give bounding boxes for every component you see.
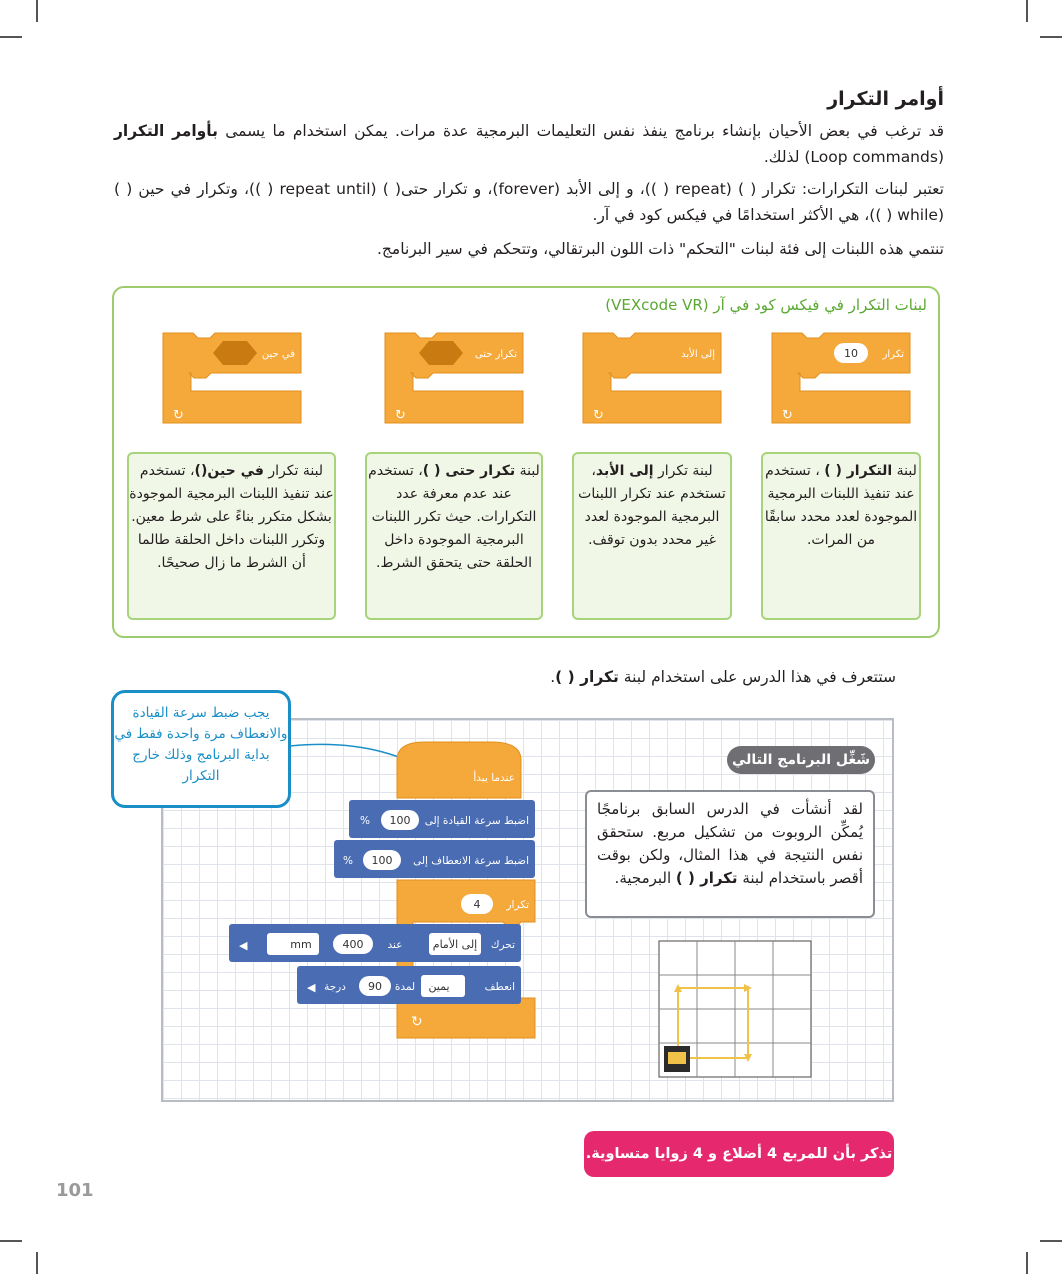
when-started-block	[397, 742, 521, 798]
crop-mark	[1026, 1252, 1028, 1274]
drive-for-block	[229, 924, 521, 962]
repeat-loop-value: 4	[473, 898, 481, 911]
forever-description: لبنة تكرار إلى الأبد، تستخدم عند تكرار اللبنات البرمجية الموجودة لعدد غير محدد بدون توقف.	[572, 452, 732, 620]
turn-velocity-value: 100	[371, 854, 393, 867]
control-category-paragraph: تنتمي هذه اللبنات إلى فئة لبنات "التحكم" ذات اللون البرتقالي، وتتحكم في سير البرنامج.	[376, 240, 944, 258]
set-turn-velocity-block	[334, 840, 535, 878]
repeat-label: تكرار	[882, 349, 904, 360]
page-number: 101	[56, 1180, 94, 1201]
turn-for-block	[297, 966, 521, 1004]
velocity-note: يجب ضبط سرعة القيادة والانعطاف مرة واحدة فقط في بداية البرنامج وذلك خارج التكرار	[111, 690, 291, 808]
svg-text:↻: ↻	[395, 408, 406, 423]
repeat-loop-label: تكرار	[506, 899, 529, 911]
drive-velocity-value: 100	[389, 814, 411, 827]
crop-mark	[36, 1252, 38, 1274]
turn-for-label: لمدة	[394, 981, 416, 993]
drive-velocity-label: اضبط سرعة القيادة إلى	[424, 815, 529, 827]
while-label: في حين	[261, 349, 295, 360]
loop-types-paragraph: تعتبر لبنات التكرارات: تكرار ( ) (repeat ( ))، و إلى الأبد (forever)، و تكرار حتى( ) (repeat until ( ))، وتكرار في حين ( ) (while ( ))، هي الأكثر استخدامًا في فيكس كود في آر.	[114, 180, 944, 224]
crop-mark	[0, 36, 22, 38]
svg-text:◀: ◀	[239, 939, 248, 952]
turn-velocity-unit: %	[343, 855, 353, 867]
turn-value: 90	[368, 980, 382, 993]
square-reminder: تذكر بأن للمربع 4 أضلاع و 4 زوايا متساوية.	[584, 1131, 894, 1177]
crop-mark	[1040, 1240, 1062, 1242]
svg-text:↻: ↻	[593, 408, 604, 423]
run-program-text: لقد أنشأت في الدرس السابق برنامجًا يُمكِّن الروبوت من تشكيل مربع. ستحقق نفس النتيجة في هذا المثال، ولكن بوقت أقصر باستخدام لبنة تكرار ( ) البرمجية.	[585, 790, 875, 918]
turn-label: انعطف	[484, 981, 515, 993]
playground-grid-illustration	[658, 940, 814, 1080]
repeat-description: لبنة التكرار ( ) ، تستخدم عند تنفيذ اللبنات البرمجية الموجودة لعدد محدد سابقًا من المرات.	[761, 452, 921, 620]
forever-block	[583, 333, 721, 423]
svg-text:↻: ↻	[411, 1014, 423, 1030]
while-block	[163, 333, 301, 423]
svg-text:↻: ↻	[173, 408, 184, 423]
lesson-intro-line: ستتعرف في هذا الدرس على استخدام لبنة تكرار ( ).	[550, 668, 896, 686]
loop-blocks-illustration	[150, 325, 920, 435]
drive-label: تحرك	[490, 939, 515, 951]
while-description: لبنة تكرار في حين()، تستخدم عند تنفيذ اللبنات البرمجية الموجودة بشكل متكرر بناءً على شرط معين. وتكرر اللبنات داخل الحلقة طالما أن الشرط ما زال صحيحًا.	[127, 452, 336, 620]
crop-mark	[0, 1240, 22, 1242]
drive-direction: إلى الأمام	[432, 938, 478, 951]
repeat-until-block	[385, 333, 523, 423]
drive-unit: mm	[290, 938, 312, 951]
turn-direction: يمين	[428, 980, 450, 993]
frame-title: لبنات التكرار في فيكس كود في آر (VEXcode VR)	[605, 296, 927, 314]
repeat-value: 10	[844, 347, 858, 360]
section-heading: أوامر التكرار	[827, 88, 944, 110]
intro-paragraph: قد ترغب في بعض الأحيان بإنشاء برنامج ينفذ نفس التعليمات البرمجية عدة مرات. يمكن استخدام ما يسمى بأوامر التكرار (Loop commands) لذلك.	[114, 122, 945, 166]
forever-label: إلى الأبد	[681, 349, 715, 360]
crop-mark	[1026, 0, 1028, 22]
set-drive-velocity-block	[349, 800, 535, 838]
drive-value: 400	[342, 938, 364, 951]
crop-mark	[1040, 36, 1062, 38]
repeat-program-code	[225, 740, 545, 1040]
repeat-block	[772, 333, 910, 423]
crop-mark	[36, 0, 38, 22]
drive-velocity-unit: %	[360, 815, 370, 827]
turn-unit: درجة	[324, 981, 346, 993]
repeat-until-label: تكرار حتى	[474, 349, 517, 360]
repeat-until-description: لبنة تكرار حتى ( )، تستخدم عند عدم معرفة عدد التكرارات. حيث تكرر اللبنات البرمجية الموجودة داخل الحلقة حتى يتحقق الشرط.	[365, 452, 543, 620]
run-program-badge: شَغِّل البرنامج التالي	[727, 746, 875, 774]
svg-text:◀: ◀	[307, 981, 316, 994]
drive-for-label: عند	[387, 939, 403, 951]
svg-text:↻: ↻	[782, 408, 793, 423]
turn-velocity-label: اضبط سرعة الانعطاف إلى	[413, 855, 529, 867]
hat-label: عندما يبدأ	[473, 772, 515, 784]
